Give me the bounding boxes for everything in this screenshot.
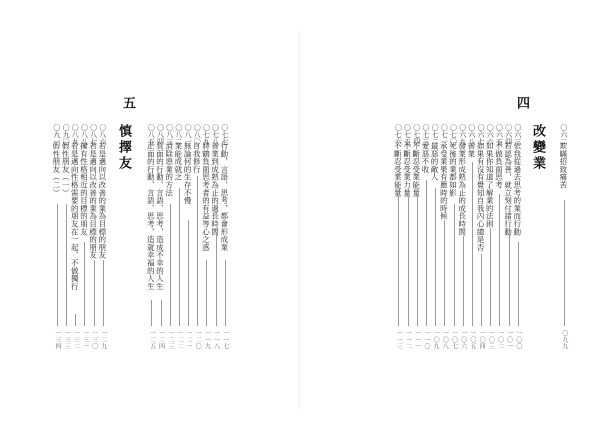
entry-number: 〇六三: [513, 124, 522, 145]
entry-number: 〇八三: [165, 124, 174, 145]
entry-number: 〇九一: [52, 124, 61, 145]
leader-line: [188, 220, 189, 326]
entry-page: 一三四: [53, 330, 61, 350]
toc-entry[interactable]: [221, 124, 230, 354]
entry-page: 一一三: [395, 330, 403, 350]
toc-entry[interactable]: [53, 124, 62, 354]
leader-line: [161, 300, 162, 326]
entry-title: 如果你知道了解業的法則: [485, 142, 495, 228]
leader-line: [216, 234, 217, 326]
toc-entry[interactable]: [477, 124, 486, 354]
leader-line: [408, 196, 409, 326]
toc-entry[interactable]: [71, 124, 80, 354]
entry-number: 〇七一: [440, 124, 449, 145]
entry-title: 自我修行: [192, 142, 202, 174]
entry-number: 〇八一: [184, 124, 193, 145]
leader-line: [481, 254, 482, 326]
entry-number: 〇七二: [431, 124, 440, 145]
entry-page: 一〇〇: [514, 330, 522, 350]
toc-entry[interactable]: [166, 124, 175, 354]
leader-line: [444, 220, 445, 326]
entry-page: 〇九九: [560, 330, 568, 350]
leader-line: [417, 196, 418, 326]
leader-line: [57, 204, 58, 326]
leader-line: [225, 260, 226, 326]
entry-title: 不斷忍受業能量: [411, 142, 421, 197]
leader-line: [435, 188, 436, 326]
leader-line: [564, 200, 565, 326]
toc-entry[interactable]: [440, 124, 449, 354]
entry-title: 行動，言語，思考，都會形成業: [219, 142, 229, 252]
entry-page: 一〇三: [487, 330, 495, 350]
leader-line: [84, 242, 85, 326]
leader-line: [472, 162, 473, 326]
entry-number: 〇七九: [202, 124, 211, 145]
toc-entry[interactable]: [147, 124, 156, 354]
entry-page: 一〇四: [478, 330, 486, 350]
leader-line: [151, 300, 152, 326]
toc-entry[interactable]: [468, 124, 477, 354]
entry-page: 一一〇: [422, 330, 430, 350]
entry-number: 〇六九: [458, 124, 467, 145]
entry-page: 一〇八: [441, 330, 449, 350]
leader-line: [499, 194, 500, 326]
section-title: 慎擇友: [116, 124, 131, 172]
entry-number: 〇七五: [403, 124, 412, 145]
leader-line: [206, 260, 207, 326]
leader-line: [463, 236, 464, 326]
toc-entry[interactable]: [505, 124, 514, 354]
entry-title: 死後的業都如影: [448, 142, 458, 197]
entry-title: 若是邁向以改善的業為目標的朋友: [97, 142, 107, 259]
entry-title: 無論何的生存不慢: [183, 142, 193, 205]
leader-line: [426, 180, 427, 326]
entry-title: 假性朋友（二）: [51, 142, 61, 197]
entry-title: 不做負面思考: [494, 142, 504, 189]
toc-entry[interactable]: [212, 124, 221, 354]
entry-page: 一二二: [175, 330, 183, 350]
entry-number: 〇八四: [156, 124, 165, 145]
entry-number: 〇八七: [89, 124, 98, 145]
entry-number: 〇七六: [394, 124, 403, 145]
entry-number: 〇六八: [467, 124, 476, 145]
toc-entry[interactable]: [413, 124, 422, 354]
entry-title: 欺瞞招致痛苦: [558, 142, 568, 189]
entry-title: 擁有性格相近的目標的朋友: [79, 142, 89, 236]
entry-page: 一一二: [404, 330, 412, 350]
leader-line: [197, 176, 198, 326]
entry-page: 一一七: [221, 330, 229, 350]
part-number: 四: [514, 96, 529, 111]
entry-number: 〇八〇: [193, 124, 202, 145]
entry-title: 最惡的敵人: [430, 142, 440, 181]
leader-line: [66, 204, 67, 326]
toc-entry[interactable]: [450, 124, 459, 354]
toc-entry[interactable]: [202, 124, 211, 354]
entry-number: 〇六四: [504, 124, 513, 145]
entry-number: 〇七七: [220, 124, 229, 145]
toc-entry[interactable]: [560, 124, 569, 354]
entry-title: 如果有沒有覺知自我內心總是否: [476, 142, 486, 252]
toc-entry[interactable]: [431, 124, 440, 354]
toc-entry[interactable]: [62, 124, 71, 354]
entry-title: 正面的行動、言語、思考，造就幸福的人生: [146, 142, 156, 291]
toc-entry[interactable]: [193, 124, 202, 354]
toc-entry-list: [352, 124, 523, 354]
entry-number: 〇八二: [174, 124, 183, 145]
entry-title: 若是邁向性格需要的朋友在一起，不做獨行: [70, 142, 80, 291]
entry-page: 一二五: [148, 330, 156, 350]
toc-entry[interactable]: [422, 124, 431, 354]
toc-entry[interactable]: [184, 124, 193, 354]
entry-page: 一〇七: [450, 330, 458, 350]
entry-title: 愛惡不收: [420, 142, 430, 174]
entry-number: 〇七八: [211, 124, 220, 145]
entry-title: 承受業果有應時的時候: [439, 142, 449, 220]
entry-page: 一二〇: [194, 330, 202, 350]
toc-entry[interactable]: [394, 124, 403, 354]
entry-page: 一〇二: [496, 330, 504, 350]
entry-title: 假性朋友（一）: [61, 142, 71, 197]
entry-title: 將鶴負面思考者的有益等心之惑: [201, 142, 211, 252]
leader-line: [509, 234, 510, 326]
leader-line: [518, 242, 519, 326]
toc-top-entry-group: [559, 124, 569, 354]
entry-number: 〇六五: [495, 124, 504, 145]
toc-entry[interactable]: [80, 124, 89, 354]
toc-entry[interactable]: [99, 124, 108, 354]
entry-page: 一一九: [203, 330, 211, 350]
entry-page: 一二三: [166, 330, 174, 350]
toc-entry[interactable]: [404, 124, 413, 354]
leader-line: [179, 188, 180, 326]
entry-number: 〇六二: [559, 124, 568, 145]
leader-line: [94, 260, 95, 326]
entry-page: 一三〇: [90, 330, 98, 350]
entry-title: 若認為善，就立刻付諸行動: [503, 142, 513, 236]
entry-title: 消除惡業的方法: [164, 142, 174, 197]
entry-number: 〇七〇: [449, 124, 458, 145]
entry-page: 一三三: [63, 330, 71, 350]
entry-page: 一〇六: [459, 330, 467, 350]
entry-number: 〇八五: [147, 124, 156, 145]
toc-entry[interactable]: [175, 124, 184, 354]
toc-entry[interactable]: [495, 124, 504, 354]
leader-line: [398, 196, 399, 326]
entry-page: 一〇五: [468, 330, 476, 350]
entry-page: 一一一: [413, 330, 421, 350]
leader-line: [490, 228, 491, 326]
leader-line: [454, 204, 455, 326]
entry-number: 〇八九: [71, 124, 80, 145]
entry-title: 若是邁向以改善的業為目標的朋友: [88, 142, 98, 259]
entry-title: 不斷忍受業力量: [402, 142, 412, 197]
leader-line: [103, 260, 104, 326]
section-title: 改變業: [530, 124, 545, 172]
toc-entry[interactable]: [459, 124, 468, 354]
toc-entry-list: [146, 124, 230, 354]
entry-number: 〇七三: [421, 124, 430, 145]
entry-number: 〇八六: [98, 124, 107, 145]
entry-page: 一三一: [81, 330, 89, 350]
entry-number: 〇六七: [477, 124, 486, 145]
entry-title: 依我從過去思考的業而行動: [512, 142, 522, 236]
entry-number: 〇八八: [80, 124, 89, 145]
entry-title: 業能成就之: [173, 142, 183, 181]
entry-title: 不斷忍受業能量: [393, 142, 403, 197]
entry-title: 負面的行動、言語、思考，造成不幸的人生: [155, 142, 165, 291]
toc-entry[interactable]: [514, 124, 523, 354]
right-page: [300, 0, 600, 442]
toc-entry[interactable]: [90, 124, 99, 354]
leader-line: [170, 204, 171, 326]
entry-page: 一三二: [72, 330, 80, 350]
toc-entry[interactable]: [157, 124, 166, 354]
entry-title: 善業: [466, 142, 476, 158]
entry-page: 一二四: [157, 330, 165, 350]
leader-line: [75, 314, 76, 326]
entry-title: 善業到成熟為止的過長時間: [210, 142, 220, 236]
entry-page: 一二九: [99, 330, 107, 350]
entry-page: 一二一: [185, 330, 193, 350]
entry-number: 〇九〇: [62, 124, 71, 145]
toc-entry[interactable]: [486, 124, 495, 354]
part-number: 五: [120, 96, 135, 111]
entry-page: 一一八: [212, 330, 220, 350]
entry-number: 〇七四: [412, 124, 421, 145]
entry-title: 發業形成熟為止的成長時間: [457, 142, 467, 236]
entry-page: 一〇一: [505, 330, 513, 350]
entry-page: 一〇九: [432, 330, 440, 350]
entry-number: 〇六六: [486, 124, 495, 145]
toc-entry-list: [52, 124, 108, 354]
